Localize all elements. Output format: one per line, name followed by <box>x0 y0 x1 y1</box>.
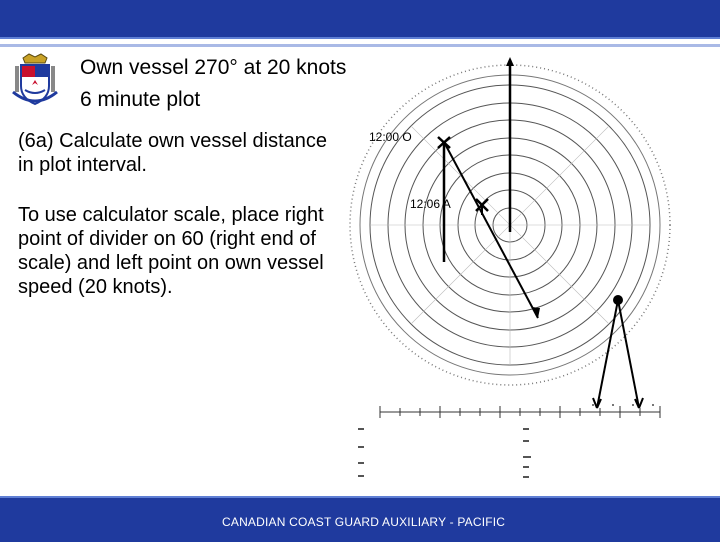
logarithmic-scale <box>380 406 660 418</box>
divider-pivot <box>613 295 623 305</box>
plot-label-12-06: 12:06 A <box>410 197 451 211</box>
plot-label-12-00: 12:00 O <box>369 130 412 144</box>
scale-minor-marks <box>592 404 654 406</box>
title-line-1: Own vessel 270° at 20 knots <box>80 56 347 79</box>
title-line-2: 6 minute plot <box>80 88 201 111</box>
divider-tool-icon <box>593 300 643 408</box>
form-field-marks <box>358 428 531 478</box>
paragraph-calculate: (6a) Calculate own vessel distance in plot interval. <box>18 130 328 176</box>
heading-arrow-icon <box>506 57 514 66</box>
paragraph-calculator-scale: To use calculator scale, place right point of divider on 60 (right end of scale) and left point on own vessel speed (20 knots). <box>18 204 324 298</box>
footer-text: CANADIAN COAST GUARD AUXILIARY - PACIFIC <box>222 515 506 529</box>
